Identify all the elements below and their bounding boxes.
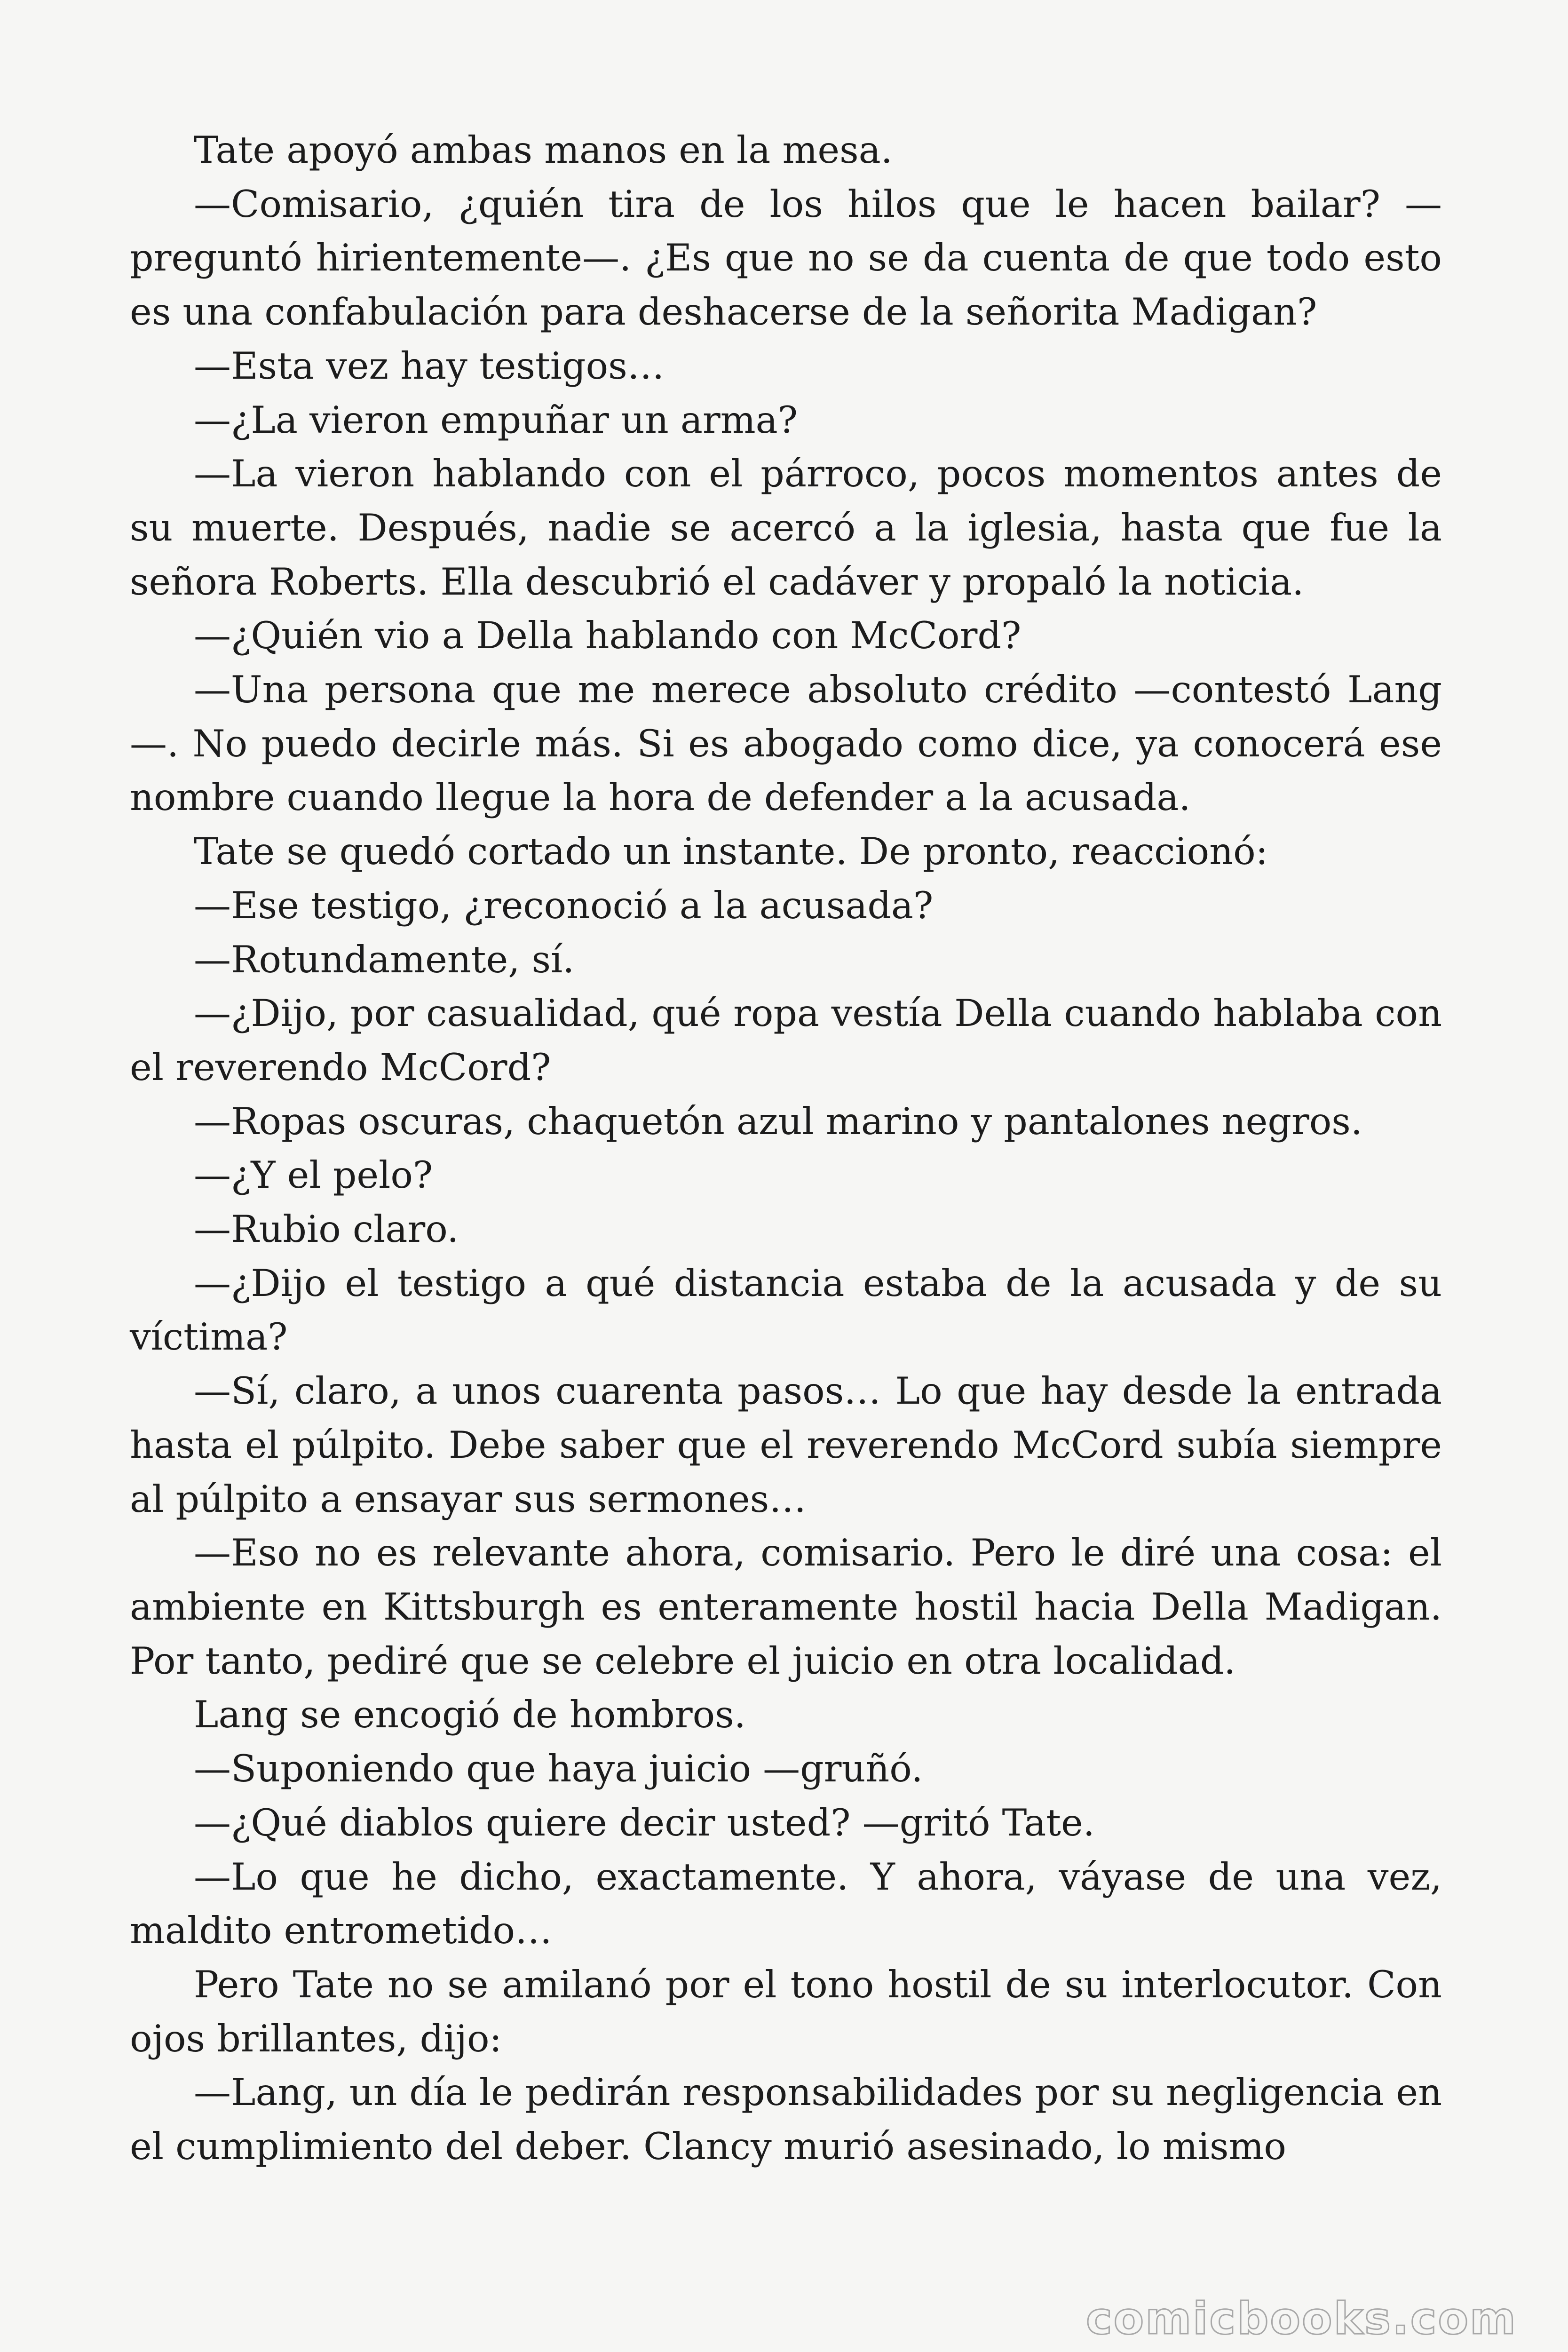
paragraph: —Ese testigo, ¿reconoció a la acusada? — [194, 883, 934, 927]
paragraph: —Sí, claro, a unos cuarenta pasos… Lo que hay desde la entrada hasta el púlpito. Debe saber que el reverendo McCord subía siempre al púlpito a ensayar sus sermones… — [130, 1369, 1442, 1521]
paragraph: —¿Quién vio a Della hablando con McCord? — [194, 614, 1022, 658]
paragraph: —¿Dijo el testigo a qué distancia estaba de la acusada y de su víctima? — [130, 1261, 1442, 1359]
paragraph: —¿La vieron empuñar un arma? — [194, 398, 798, 442]
paragraph: —¿Dijo, por casualidad, qué ropa vestía Della cuando hablaba con el reverendo McCord? — [130, 992, 1442, 1089]
paragraph: —Rotundamente, sí. — [194, 938, 575, 981]
paragraph: —Comisario, ¿quién tira de los hilos que le hacen bailar? —preguntó hirientemente—. ¿Es que no se da cuenta de que todo esto es una confabulación para deshacerse de la señorita Madigan? — [130, 182, 1442, 334]
paragraph: —Una persona que me merece absoluto crédito —contestó Lang —. No puedo decirle más. Si es abogado como dice, ya conocerá ese nombre cuando llegue la hora de defender a la acusada. — [130, 668, 1442, 819]
paragraph: —Lang, un día le pedirán responsabilidades por su negligencia en el cumplimiento del deber. Clancy murió asesinado, lo mismo — [130, 2071, 1442, 2169]
watermark: comicbooks.com — [1085, 2293, 1517, 2344]
book-page-text — [130, 123, 1442, 2174]
paragraph: —¿Y el pelo? — [194, 1153, 433, 1197]
paragraph: Lang se encogió de hombros. — [194, 1693, 746, 1737]
paragraph: —Ropas oscuras, chaquetón azul marino y pantalones negros. — [194, 1099, 1362, 1143]
paragraph: —Suponiendo que haya juicio —gruñó. — [194, 1747, 923, 1791]
paragraph: —Eso no es relevante ahora, comisario. Pero le diré una cosa: el ambiente en Kittsburgh es enteramente hostil hacia Della Madigan. Por tanto, pediré que se celebre el juicio en otra localidad. — [130, 1531, 1442, 1683]
paragraph: Tate se quedó cortado un instante. De pronto, reaccionó: — [194, 830, 1268, 874]
paragraph: Pero Tate no se amilanó por el tono hostil de su interlocutor. Con ojos brillantes, dijo: — [130, 1963, 1442, 2060]
paragraph: —La vieron hablando con el párroco, pocos momentos antes de su muerte. Después, nadie se acercó a la iglesia, hasta que fue la señora Roberts. Ella descubrió el cadáver y propaló la noticia. — [130, 452, 1442, 604]
paragraph: Tate apoyó ambas manos en la mesa. — [194, 128, 893, 172]
paragraph: —Rubio claro. — [194, 1208, 459, 1251]
paragraph: —Lo que he dicho, exactamente. Y ahora, váyase de una vez, maldito entrometido… — [130, 1855, 1442, 1953]
paragraph: —Esta vez hay testigos… — [194, 344, 665, 388]
paragraph: —¿Qué diablos quiere decir usted? —gritó Tate. — [194, 1801, 1095, 1844]
